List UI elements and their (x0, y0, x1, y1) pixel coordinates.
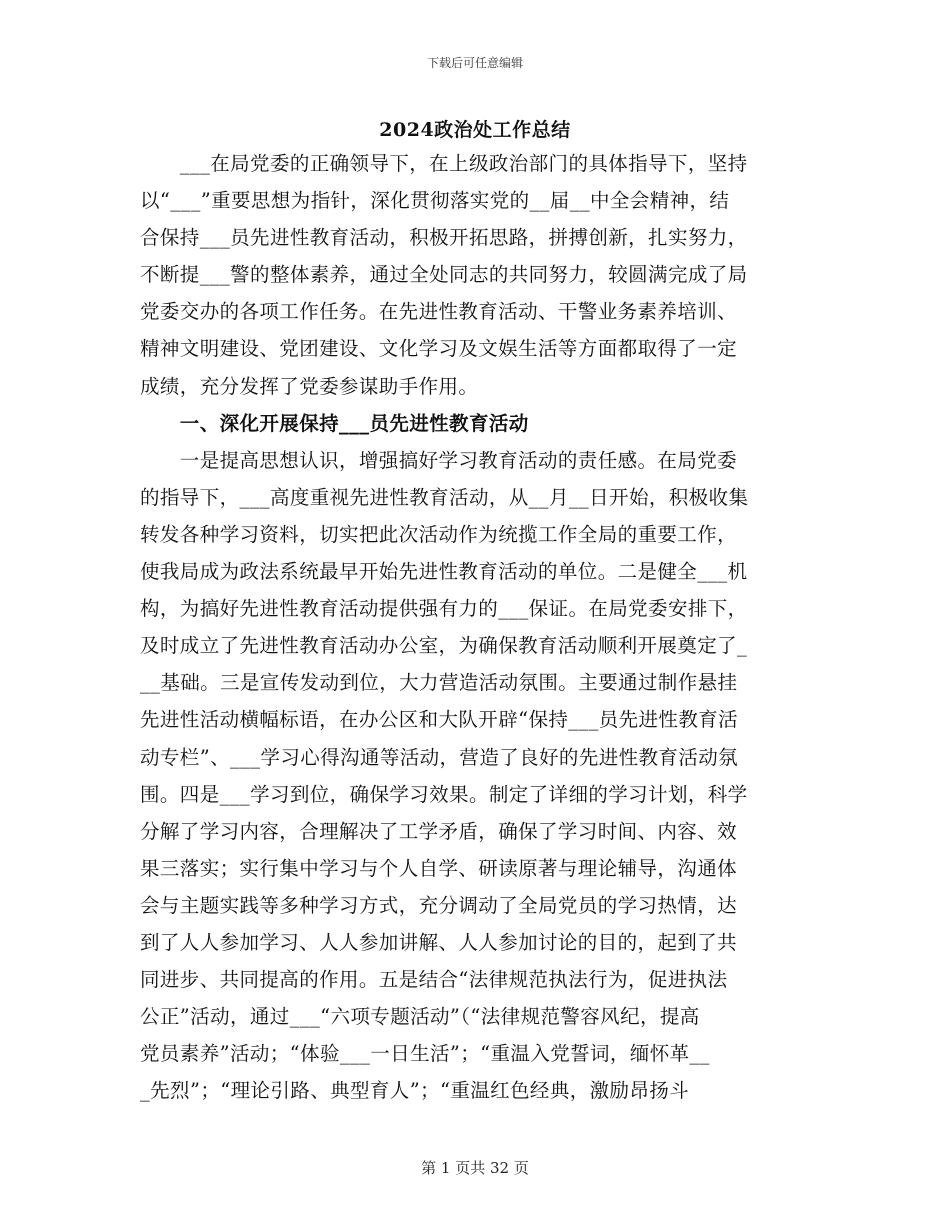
body-line: 转发各种学习资料，切实把此次活动作为统揽工作全局的重要工作， (140, 522, 738, 546)
body-line: 成绩，充分发挥了党委参谋助手作用。 (140, 374, 479, 398)
body-line: 动专栏”、___学习心得沟通等活动，营造了良好的先进性教育活动氛 (140, 745, 739, 769)
body-line: 一是提高思想认识，增强搞好学习教育活动的责任感。在局党委 (140, 448, 738, 472)
body-line: 到了人人参加学习、人人参加讲解、人人参加讨论的目的，起到了共 (140, 930, 738, 954)
document-body (140, 145, 810, 1109)
body-line: 会与主题实践等多种学习方式，充分调动了全局党员的学习热情，达 (140, 893, 738, 917)
body-line: _先烈”；“理论引路、典型育人”；“重温红色经典，激励昂扬斗 (140, 1079, 690, 1103)
body-line: 分解了学习内容，合理解决了工学矛盾，确保了学习时间、内容、效 (140, 819, 738, 843)
body-line: 果三落实；实行集中学习与个人自学、研读原著与理论辅导，沟通体 (140, 856, 738, 880)
body-line: 党员素养”活动；“体验___一日生活”；“重温入党誓词，缅怀革__ (140, 1042, 710, 1066)
page-footer: 第 1 页共 32 页 (421, 1159, 529, 1177)
body-line: 围。四是___学习到位，确保学习效果。制定了详细的学习计划，科学 (140, 782, 748, 806)
body-line: 精神文明建设、党团建设、文化学习及文娱生活等方面都取得了一定 (140, 337, 738, 361)
body-line: 同进步、共同提高的作用。五是结合“法律规范执法行为，促进执法 (140, 968, 728, 992)
header-note: 下载后可任意编辑 (426, 56, 523, 70)
body-line: 不断提___警的整体素养，通过全处同志的共同努力，较圆满完成了局 (140, 263, 748, 287)
body-line: 合保持___员先进性教育活动，积极开拓思路，拼搏创新，扎实努力， (140, 226, 748, 250)
body-line: 公正”活动，通过___“六项专题活动”（“法律规范警容风纪，提高 (140, 1005, 700, 1029)
body-line: ___在局党委的正确领导下，在上级政治部门的具体指导下，坚持 (140, 152, 748, 175)
section-heading: 一、深化开展保持___员先进性教育活动 (140, 411, 529, 435)
body-line: 党委交办的各项工作任务。在先进性教育活动、干警业务素养培训、 (140, 300, 738, 324)
body-line: 先进性活动横幅标语，在办公区和大队开辟“保持___员先进性教育活 (140, 708, 739, 732)
body-line: 的指导下，___高度重视先进性教育活动，从__月__日开始，积极收集 (140, 485, 749, 509)
body-line: 使我局成为政法系统最早开始先进性教育活动的单位。二是健全___机 (140, 560, 748, 584)
body-line: 以“___”重要思想为指针，深化贯彻落实党的__届__中全会精神，结 (140, 189, 730, 213)
body-line: 及时成立了先进性教育活动办公室，为确保教育活动顺利开展奠定了_ (140, 634, 748, 658)
document-title: 2024政治处工作总结 (379, 119, 571, 141)
body-line: 构，为搞好先进性教育活动提供强有力的___保证。在局党委安排下， (140, 597, 748, 621)
body-line: __基础。三是宣传发动到位，大力营造活动氛围。主要通过制作悬挂 (140, 671, 738, 695)
